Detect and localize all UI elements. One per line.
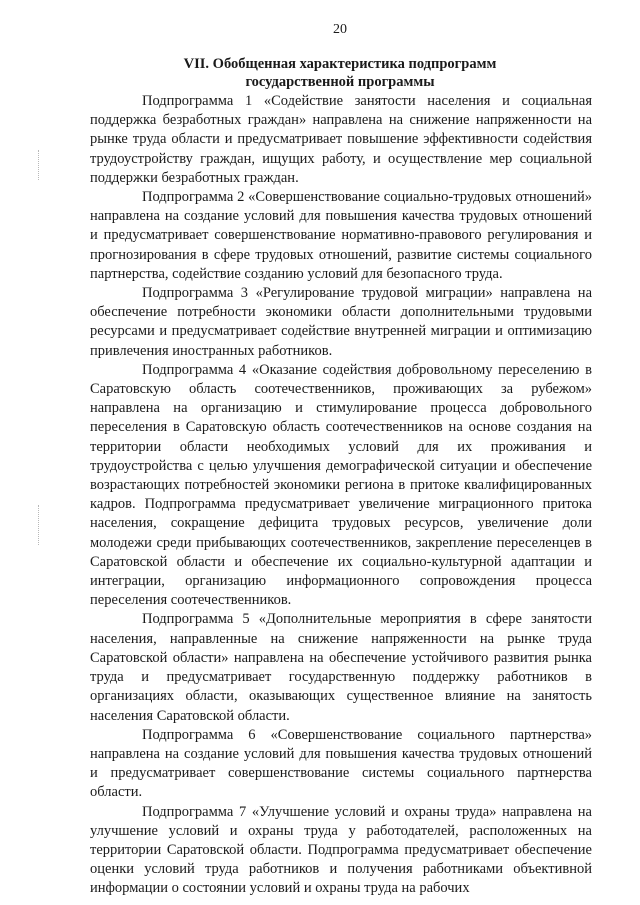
paragraph-subprogram-1: Подпрограмма 1 «Содействие занятости населения и социальная поддержка безработных граждан» направлена на снижение напряженности на рынке труда области и предусматривает повышение эффективности содействия трудоустройству граждан, ищущих работу, и осуществление мер социальной поддержки безработных граждан.	[90, 93, 592, 186]
paragraph-subprogram-3: Подпрограмма 3 «Регулирование трудовой миграции» направлена на обеспечение потребности экономики области дополнительными трудовыми ресурсами и предусматривает содействие внутренней миграции и оптимизацию привлечения иностранных работников.	[90, 285, 592, 359]
body-text	[90, 92, 592, 899]
paragraph-subprogram-2: Подпрограмма 2 «Совершенствование социально-трудовых отношений» направлена на создание условий для повышения качества трудовых отношений и предусматривает совершенствование нормативно-правового регулирования и прогнозирования в сфере трудовых отношений, развитие системы социального партнерства, содействие созданию условий для безопасного труда.	[90, 189, 592, 282]
scan-margin-mark-upper	[38, 150, 40, 180]
section-heading	[90, 55, 590, 91]
paragraph-subprogram-6: Подпрограмма 6 «Совершенствование социального партнерства» направлена на создание условий для повышения качества трудовых отношений и предусматривает совершенствование системы социального партнерства области.	[90, 726, 592, 801]
scan-margin-mark-lower	[38, 505, 40, 545]
page-number: 20	[333, 22, 347, 37]
section-heading-line-2: государственной программы	[245, 74, 435, 90]
paragraph-subprogram-7: Подпрограмма 7 «Улучшение условий и охраны труда» направлена на улучшение условий и охраны труда у работодателей, расположенных на территории Саратовской области. Подпрограмма предусматривает обеспечение оценки условий труда работников и получения работниками объективной информации о состоянии условий и охраны труда на рабочих	[90, 803, 592, 897]
paragraph-subprogram-5: Подпрограмма 5 «Дополнительные мероприятия в сфере занятости населения, направленные на снижение напряженности на рынке труда Саратовской области» направлена на обеспечение устойчивого развития рынка труда и предусматривает государственную поддержку работников в организациях области, оказывающих существенное влияние на занятость населения Саратовской области.	[90, 611, 592, 724]
section-heading-line-1: VII. Обобщенная характеристика подпрограмм	[183, 56, 497, 72]
paragraph-subprogram-4: Подпрограмма 4 «Оказание содействия добровольному переселению в Саратовскую область соотечественников, проживающих за рубежом» направлена на организацию и стимулирование процесса добровольного переселения в Саратовскую область соотечественников на основе создания на территории области необходимых условий для их проживания и трудоустройства с целью улучшения демографической ситуации и обеспечение возрастающих потребностей экономики региона в притоке квалифицированных кадров. Подпрограмма предусматривает увеличение миграционного притока населения, сокращение дефицита трудовых ресурсов, увеличение доли молодежи среди прибывающих соотечественников, закрепление переселенцев в Саратовской области и обеспечение их социально-культурной адаптации и интеграции, организацию информационного сопровождения процесса переселения соотечественников.	[90, 361, 592, 609]
